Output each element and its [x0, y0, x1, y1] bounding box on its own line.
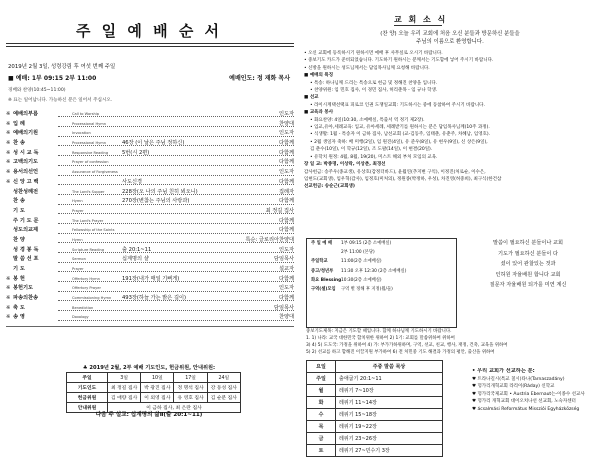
order-item [6, 168, 294, 178]
bible-reading: 레위기 11~14장 [336, 397, 443, 409]
order-item-english: Prayer [72, 267, 84, 271]
order-item-name: 예배의기원 [13, 130, 39, 137]
bible-header-row [307, 361, 443, 373]
order-item-leader: 인도자 [278, 169, 294, 176]
leader-dots [58, 184, 294, 185]
order-item-leader: 인도자 [278, 285, 294, 292]
order-item-english: Processional Hymn [72, 121, 107, 126]
schedule-value: 11:30 오후 12:30 (2층 소예배실) [341, 268, 407, 274]
news-item: • 찬양위원: 임 민호 집사, 이 경민 집사, 허리춘목 - 임 규나 학생. [310, 88, 438, 94]
mission-item: ♥ 헝가리 개혁교회 대이오치나선 선교회, 노숙자센터 [472, 399, 576, 405]
order-item-content: 191장(내가 매일 기뻐게) [122, 275, 180, 282]
order-bottom-rule [6, 326, 294, 327]
order-item [6, 236, 294, 246]
standing-mark: ※ [6, 169, 11, 176]
counseling-line: 셨이 있어 관찰있는 것과 [500, 261, 556, 268]
order-item-leader: 다함께 [278, 227, 294, 234]
order-item-name: 신 앙 고 백 [13, 178, 39, 185]
order-item-english: Offertory Prayer [72, 286, 101, 291]
bible-reading: 레위기 23~26장 [336, 433, 443, 445]
order-item-name: 봉 헌 [13, 275, 25, 282]
order-item-name: 성도의교제 [13, 227, 39, 234]
news-item: • 신방을 원하시는 성도님께서는 담임목사님께 요청해 바랍니다. [304, 65, 430, 71]
duty-cell: 이 외영 집사 [141, 393, 174, 403]
schedule-value: 2부 11:00 (본당) [341, 250, 375, 256]
standing-mark: ※ [6, 149, 11, 156]
order-item [6, 275, 294, 285]
order-item-name: 봉헌기도 [13, 285, 34, 292]
mission-item: ♥ 헝가리국제교회 • Austria Ebernaut는-이종수 선교사 [472, 391, 585, 397]
order-item-english: Commissioning Hymn [72, 296, 112, 301]
mission-item: ♥ 헝가리개혁교회 라리이(Ráday) 신학교 [472, 384, 555, 390]
news-item: • 특송: 하나님께 드리는 특송으로 헌금 및 정해진 찬양을 입니다. [310, 80, 438, 86]
bible-reading: 출애굽기 20:1~11 [336, 373, 443, 385]
order-item [6, 188, 294, 198]
order-item-leader: 다함께 [278, 159, 294, 166]
news-item: • 중보기도 카드가 준비되었습니다. 기도하기 원하시는 분께서는 기도함에 넣어 주시기 바랍니다. [304, 58, 494, 64]
order-item-name: 찬 송 [13, 198, 25, 205]
counseling-line: 질문자 자율배원 되가를 미연 계신 [489, 282, 567, 289]
order-item-name: 고백의기도 [13, 159, 39, 166]
order-item-content: 출 20:1~11 [122, 246, 152, 253]
prayer-topic-line-2: 3) 4) 5) 도도국: 가정을 위하여 4) 가: 부가가하위하며, 구역, 선교, 친교, 행사, 재정, 건축, 교육을 위하여 [306, 343, 508, 348]
schedule-value: 10:30(2층 소예배실) [341, 277, 382, 283]
order-item-leader: 특순: 글로리아찬양대 [245, 236, 294, 243]
order-item [6, 217, 294, 227]
order-item-content: 493장(하늘 가는 밝은 길이) [122, 295, 186, 302]
order-item-english: Doxology [72, 315, 89, 320]
order-item-leader: 인도자 [278, 111, 294, 117]
leader-dots [58, 213, 294, 214]
order-item-name: 성 시 교 독 [13, 149, 39, 156]
standing-mark: ※ [6, 130, 11, 137]
schedule-value: 1부 09:15 (2층 소예배실) [341, 241, 392, 246]
duty-cell: 김 애량 집사 [108, 393, 141, 403]
news-item: ■ 교육과 봉사 [304, 110, 334, 116]
order-item-leader: 다함께 [278, 178, 294, 185]
welcome-line-2: 주님의 이름으로 환영합니다. [416, 39, 484, 45]
bible-header-day: 요일 [307, 361, 336, 373]
duty-roster-title: ♣ 2019년 2월, 2부 예배 기도인도, 헌금위원, 안내위원: [82, 365, 216, 371]
order-item-english: Scripture Reading [72, 247, 105, 252]
service-schedule-box [306, 238, 457, 328]
title-rule-bottom [6, 46, 294, 47]
bible-reading: 레위기 7~10장 [336, 385, 443, 397]
bible-row [307, 409, 443, 421]
order-item [6, 226, 294, 236]
worship-order-list [6, 110, 294, 323]
order-item-name: 송 영 [13, 314, 25, 321]
bible-day: 수 [307, 409, 336, 421]
order-item-english: Fellowship of the Saints [72, 228, 115, 233]
standing-mark: ※ [6, 304, 11, 311]
news-item: 장 일 교: 박종명, 이상락, 이상춘, 최경선 [304, 162, 386, 168]
order-item-english: Prayer [72, 208, 84, 213]
duty-roster-table [66, 372, 241, 413]
order-item-leader: 인도자 [278, 130, 294, 137]
order-item-leader: 다함께 [278, 198, 294, 205]
bible-row [307, 385, 443, 397]
bible-day: 토 [307, 445, 336, 457]
schedule-label: 화요 Blessing [311, 277, 342, 283]
schedule-row [307, 239, 456, 248]
schedule-row [307, 276, 456, 285]
news-title-rule [394, 25, 442, 26]
duty-role: 헌금위원 [67, 393, 108, 403]
bible-header-reading: 주중 말씀 묵상 [336, 361, 443, 373]
duty-cell: 정 명석 집사 [174, 383, 207, 393]
order-item-leader: 최 정길 집사 [265, 207, 294, 214]
bible-day: 월 [307, 385, 336, 397]
order-item-english: Assurance of Forgiveness [72, 170, 118, 175]
duty-header-cell: 17일 [174, 373, 207, 383]
duty-header-cell: 24일 [207, 373, 240, 383]
prayer-topics-heading: 중보기도제목: 지금은 기도할 때입니다. 함께 하나님께 기도하시기 바랍니다. [306, 329, 452, 334]
duty-row [67, 393, 241, 403]
order-item [6, 313, 294, 323]
order-item-english: Offertory Hymn [72, 276, 100, 281]
bible-day: 금 [307, 433, 336, 445]
order-item [6, 304, 294, 314]
order-item [6, 139, 294, 149]
title-rule-top [6, 43, 294, 44]
order-item [6, 294, 294, 304]
schedule-label: 구역(셀)모임 [311, 286, 336, 292]
schedule-label: 중고/청년부 [311, 268, 334, 274]
standing-mark: ※ [6, 295, 11, 302]
counseling-line: 인허원 자율배원 합니다 교회 [495, 271, 561, 278]
order-item-content: 5번(시 2편) [122, 149, 150, 156]
counseling-line: 말씀이 필요하신 분들이나 교회 [492, 240, 564, 246]
order-item-leader: 집례자 [278, 188, 294, 195]
news-item: ■ 예배의 특징 [304, 73, 334, 79]
news-item: 임현도(교회생), 임우혁(감사), 임정호(미처의), 정원종(박정하, 우성), 차진영(허중희), 최구식(한건삼 [304, 176, 502, 182]
service-times: ■ 예배: 1부 09:15 2부 11:00 [8, 75, 97, 82]
standing-mark: ※ [6, 314, 11, 321]
order-item-content: 228장(오 나의 주님 친히 뵈오니) [122, 188, 198, 195]
news-item: 김 춘수(10일), 이 학규(12일), 조 도팔(14일), 이 현결(20일). [310, 147, 433, 153]
order-item-name: 기 도 [13, 266, 25, 272]
schedule-row [307, 267, 456, 276]
order-item-leader: 다함께 [278, 275, 294, 282]
order-item-content: 사도신경 [122, 178, 143, 185]
news-item: • 오신 교회에 등록하시기 원하시면 예배 후 사무실로 오시기 바랍니다. [304, 51, 443, 56]
order-item-name: 기 도 [13, 207, 25, 214]
standing-mark: ※ [6, 120, 11, 127]
mission-item: ♥ ácsalmási Református Missziói Egyházközség [472, 406, 580, 412]
duty-role: 안내위원 [67, 403, 108, 413]
duty-cell: 이 금하 집사, 최 은란 집사 [108, 403, 241, 413]
church-news-title: 교 회 소 식 [394, 14, 448, 24]
order-item [6, 197, 294, 207]
bible-reading-table [306, 360, 443, 457]
bible-day: 목 [307, 421, 336, 433]
leader-dots [58, 262, 294, 263]
order-item-name: 축 도 [13, 304, 25, 311]
order-item [6, 158, 294, 168]
right-page [302, 0, 598, 454]
order-item-leader: 찬양대 [278, 314, 294, 321]
news-item: • 2월 생일자 축하: 배 미행(2일), 임 원진(4일), 유 준우(8일), 유 현우(9일), 신 상은(9일), [310, 139, 488, 145]
prayer-topic-line-1: 1. 1) 나라: 교국 대한민국 합치위한 위하여 2) 1기: 교회를 말씀위하여 위하여 [306, 336, 455, 341]
bible-row [307, 433, 443, 445]
order-item-leader: 담임목사 [273, 304, 294, 311]
order-item-name: 찬 송 [13, 140, 25, 147]
order-item-leader: 인도자 [278, 246, 294, 253]
order-item-english: The Lord's Prayer [72, 218, 104, 223]
standing-mark: ※ [6, 159, 11, 166]
standing-note: ※ 표는 일어납니다. 가능하신 분은 일어서 주십시오. [8, 98, 113, 103]
schedule-label: 주 일 예 배 [311, 241, 333, 246]
counseling-line: 기도가 필요하신 분들이 다 [497, 250, 559, 257]
news-item: 감사헌금: 송주우(종교생), 유상호(감정더바드), 윤월연(추지변 구익), 이정진(처로순, 이수은, [304, 169, 486, 175]
schedule-label: 주일학교 [311, 259, 328, 265]
news-item: • 라이시계택선택표 피로코 인권 도쟁일교회: 기도하시는 중에 동참하여 주시기 바랍니다. [310, 102, 485, 108]
order-item [6, 120, 294, 130]
leader-dots [58, 271, 294, 272]
standing-mark: ※ [6, 275, 11, 282]
next-sermon: 다음 주 설교: 십계명의 삶Ⅱ(출 20:1~11) [95, 412, 203, 418]
order-item-name: 주 기 도 문 [13, 217, 39, 224]
duty-header-cell: 3일 [108, 373, 141, 383]
mission-title: • 우리 교회가 선교하는 분: [472, 368, 535, 374]
news-item: • 식생활: 1월 - 특송자 이 금하 집사, 남선교회 (교-김동주, 임태춘, 유춘주, 차혜남, 임영호). [310, 132, 491, 138]
order-item-leader: 다함께 [278, 149, 294, 156]
leader-dots [58, 136, 294, 137]
date-line: 2019년 2월 3일, 성령강림 후 여섯 번째 주일 [8, 64, 116, 70]
standing-mark: ※ [6, 140, 11, 147]
schedule-row [307, 248, 456, 257]
duty-cell: 강 동성 집사 [207, 383, 240, 393]
order-item [6, 265, 294, 275]
schedule-value: 구역 별 정해 후 지정(월/둘) [341, 286, 393, 292]
welcome-line-1: (찬 양) 오늘 우리 교회에 처음 오신 분들과 방문하신 분들을 [380, 31, 520, 37]
order-item-english: Responsive Reading [72, 150, 109, 155]
duty-cell: 박 광진 집사 [141, 383, 174, 393]
duty-row [67, 383, 241, 393]
order-item-english: Benediction [72, 305, 94, 310]
welcome-message [310, 30, 590, 46]
praise-time-note: 경배와 찬양(10:45~11:00) [8, 88, 66, 93]
standing-mark: ※ [6, 111, 11, 117]
news-item: • 입교,유아,세례교육: 입교, 유아세례, 세례받기를 원하시는 분은 담임목사님께(10주 과정). [310, 125, 490, 131]
order-item-name: 예배의부름 [13, 111, 39, 117]
order-item-name: 용서의선언 [13, 169, 39, 176]
order-item-content: 270장(변찮는 주님의 사랑과) [122, 198, 190, 205]
bible-reading: 레위기 15~18장 [336, 409, 443, 421]
order-item-english: Sermon [72, 257, 86, 262]
order-item [6, 255, 294, 265]
duty-header-row [67, 373, 241, 383]
prayer-topic-line-3: 5) 2) 선교를 하고 합해진 이끌지원 부가하여 6) 전 처민중 기도 해결과 가정의 평안, 출산을 위하여 [306, 350, 495, 355]
order-item-leader: 다함께 [278, 295, 294, 302]
bible-row [307, 445, 443, 457]
bible-day: 주일 [307, 373, 336, 385]
bible-row [307, 373, 443, 385]
order-item-content: 46장 (이 날은 주님 정하신) [122, 140, 185, 147]
bible-row [307, 397, 443, 409]
order-item-leader: 다함께 [278, 140, 294, 147]
order-item-content: 십계명의 샬 [122, 256, 149, 263]
order-item-english: Prayer of confession [72, 160, 109, 165]
duty-header-cell: 주일 [67, 373, 108, 383]
service-leader: 예배인도: 정 재화 목사 [229, 75, 290, 82]
order-item [6, 110, 294, 120]
order-item-name: 말 씀 선 포 [13, 256, 39, 263]
news-list [304, 50, 596, 191]
order-item-name: 파송의찬송 [13, 295, 39, 302]
order-item-english: Hymn [72, 237, 83, 242]
order-item-leader: 설교자 [278, 266, 294, 272]
order-item [6, 284, 294, 294]
mission-partners [472, 368, 596, 414]
order-item-leader: 다함께 [278, 217, 294, 224]
bible-reading: 레위기 27~민수기 3장 [336, 445, 443, 457]
bible-day: 화 [307, 397, 336, 409]
news-item: ■ 선교 [304, 95, 319, 101]
leader-dots [58, 320, 294, 321]
standing-mark: ※ [6, 178, 11, 185]
worship-order-title: 주 일 예 배 순 서 [75, 22, 223, 40]
schedule-row [307, 285, 456, 294]
duty-cell: 유 영호 집사 [174, 393, 207, 403]
order-item-name: 입 례 [13, 120, 25, 127]
order-item [6, 129, 294, 139]
left-page [0, 0, 298, 424]
order-item [6, 246, 294, 256]
mission-item: ♥ 트라나길시(특교 칠시)타나(Tarnaszadány) [472, 376, 565, 382]
order-item [6, 149, 294, 159]
duty-role: 기도인도 [67, 383, 108, 393]
schedule-value: 11:00(2층 소예배실) [341, 259, 382, 265]
order-item-leader: 담임목사 [273, 256, 294, 263]
standing-mark: ※ [6, 285, 11, 292]
bible-reading: 레위기 19~22장 [336, 421, 443, 433]
order-item-english: Call to Worship [72, 112, 100, 116]
order-item [6, 178, 294, 188]
order-item-english: Hymn [72, 199, 83, 204]
order-item-english: The Lord's Supper [72, 189, 105, 194]
news-item: 선교헌금: 송순근(교회생) [304, 184, 355, 190]
duty-header-cell: 10일 [141, 373, 174, 383]
duty-cell: 김 순분 집사 [207, 393, 240, 403]
duty-cell: 최 정길 집사 [108, 383, 141, 393]
counseling-note [462, 238, 594, 291]
news-item: • 유학치 원정: 4월, 8월, 19(20), 미스트 해외 부처 모임의 교육. [310, 154, 438, 160]
order-item-english: Invocation [72, 131, 91, 136]
order-item-name: 성찬성례전 [13, 188, 39, 195]
leader-dots [58, 310, 294, 311]
order-item-name: 성 경 봉 독 [13, 246, 39, 253]
order-item [6, 207, 294, 217]
news-item: • 화요찬양: 4일(10:30, 소예배실, 특출서 역 정기 제2장). [310, 117, 425, 123]
bible-row [307, 421, 443, 433]
order-item-leader: 찬양대 [278, 120, 294, 127]
schedule-row [307, 257, 456, 266]
order-item-name: 찬 양 [13, 236, 25, 243]
order-item-english: Processional Hymn [72, 141, 107, 146]
